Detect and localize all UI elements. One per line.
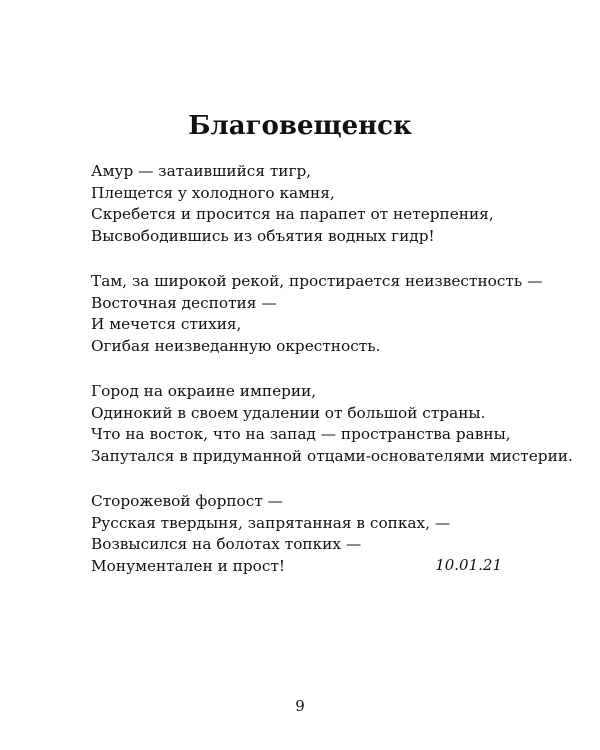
poem-line: Огибая неизведанную окрестность.	[91, 336, 381, 355]
poem-line: Там, за широкой рекой, простирается неизвестность —	[91, 272, 543, 290]
stanza-3	[91, 381, 573, 467]
poem-date: 10.01.21	[435, 556, 502, 574]
poem-line: Город на окраине империи,	[91, 382, 317, 400]
page-number: 9	[295, 697, 305, 715]
poem-line: Скребется и просится на парапет от нетерпения,	[91, 205, 494, 223]
poem-line: Одинокий в своем удалении от большой страны.	[91, 403, 486, 422]
stanza-2	[91, 271, 543, 357]
poem-title: Благовещенск	[188, 111, 412, 141]
poem-line: Сторожевой форпост —	[91, 492, 283, 510]
poem-line: Что на восток, что на запад — пространства равны,	[91, 425, 511, 443]
poem-line: Высвободившись из объятия водных гидр!	[91, 226, 435, 245]
poem-line: Амур — затаившийся тигр,	[91, 162, 312, 180]
poem-line: Русская твердыня, запрятанная в сопках, —	[91, 513, 451, 532]
poem-line: Возвысился на болотах топких —	[91, 535, 362, 553]
poem-line: Запутался в придуманной отцами-основателями мистерии.	[91, 446, 573, 465]
poem-line: И мечется стихия,	[91, 315, 242, 333]
poem-body	[91, 161, 573, 601]
poem-line: Восточная деспотия —	[91, 293, 277, 312]
stanza-1	[91, 161, 521, 247]
poem-line: Монументален и прост!	[91, 556, 286, 575]
poem-line: Плещется у холодного камня,	[91, 183, 335, 202]
